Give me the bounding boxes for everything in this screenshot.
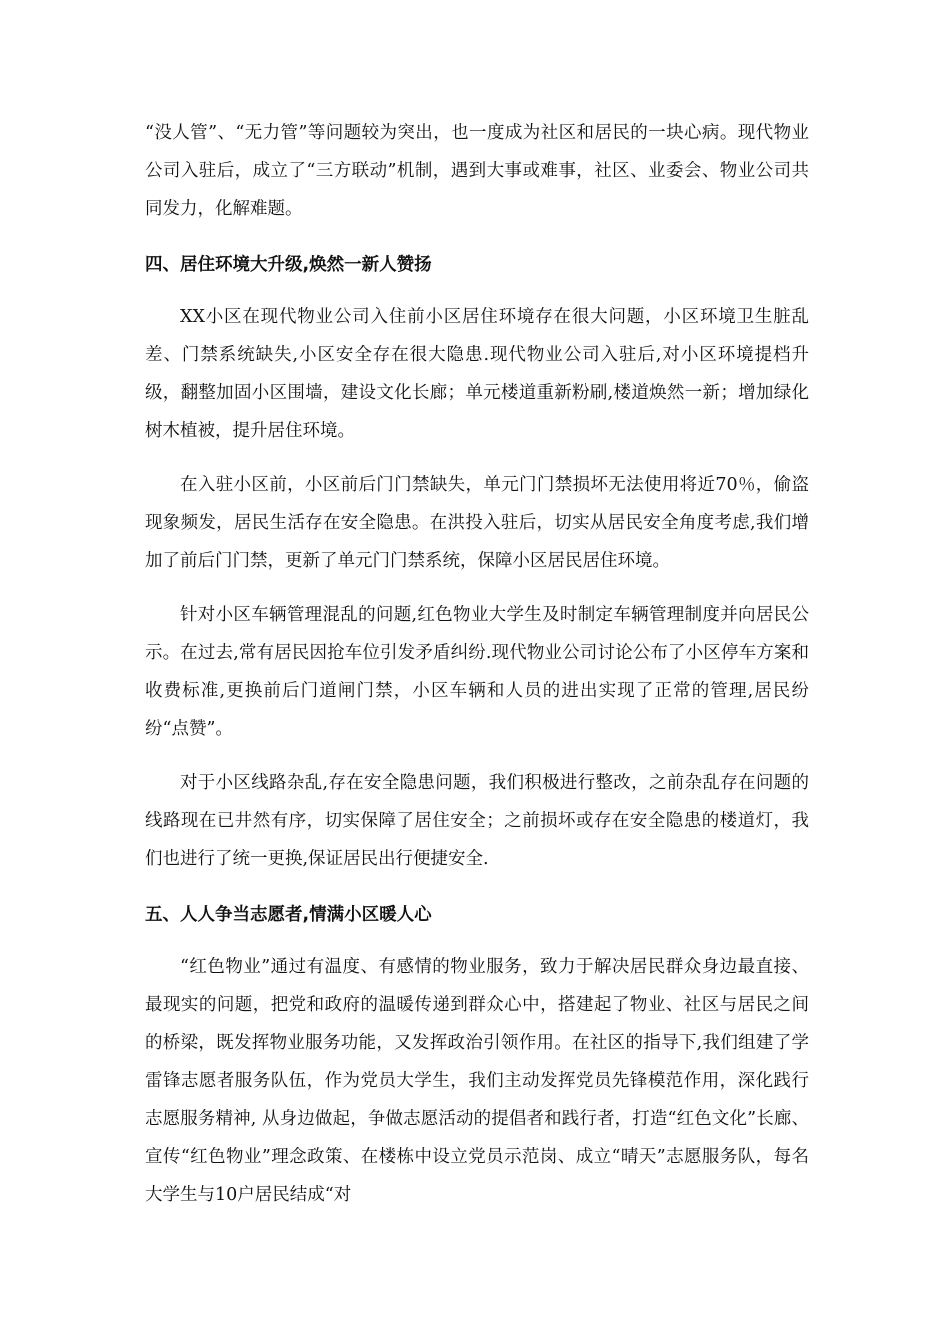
paragraph-volunteer: “红色物业”通过有温度、有感情的物业服务，致力于解决居民群众身边最直接、最现实的问题，把党和政府的温暖传递到群众心中，搭建起了物业、社区与居民之间的桥梁，既发挥物业服务功能，又发挥政治引领作用。在社区的指导下,我们组建了学雷锋志愿者服务队伍，作为党员大学生，我们主动发挥党员先锋模范作用，深化践行志愿服务精神, 从身边做起，争做志愿活动的提倡者和践行者，打造“红色文化”长廊、宣传“红色物业”理念政策、在楼栋中设立党员示范岗、成立“晴天”志愿服务队，每名大学生与10户居民结成“对 <box>145 957 809 1205</box>
paragraph-continuation: “没人管”、“无力管”等问题较为突出，也一度成为社区和居民的一块心病。现代物业公司入驻后，成立了“三方联动”机制，遇到大事或难事，社区、业委会、物业公司共同发力，化解难题。 <box>145 123 809 219</box>
document-page <box>145 114 809 1214</box>
paragraph-access-control: 在入驻小区前，小区前后门门禁缺失，单元门门禁损坏无法使用将近70％，偷盗现象频发，居民生活存在安全隐患。在洪投入驻后，切实从居民安全角度考虑,我们增加了前后门门禁，更新了单元门门禁系统，保障小区居民居住环境。 <box>145 475 809 571</box>
section-heading-4: 四、居住环境大升级,焕然一新人赞扬 <box>145 255 432 275</box>
paragraph-parking: 针对小区车辆管理混乱的问题,红色物业大学生及时制定车辆管理制度并向居民公示。在过去,常有居民因抢车位引发矛盾纠纷.现代物业公司讨论公布了小区停车方案和收费标准,更换前后门道闸门禁，小区车辆和人员的进出实现了正常的管理,居民纷纷“点赞”。 <box>145 605 809 739</box>
paragraph-wiring: 对于小区线路杂乱,存在安全隐患问题，我们积极进行整改，之前杂乱存在问题的线路现在已井然有序，切实保障了居住安全；之前损坏或存在安全隐患的楼道灯，我们也进行了统一更换,保证居民出行便捷安全. <box>145 773 809 869</box>
paragraph-environment: XX小区在现代物业公司入住前小区居住环境存在很大问题，小区环境卫生脏乱差、门禁系统缺失,小区安全存在很大隐患.现代物业公司入驻后,对小区环境提档升级，翻整加固小区围墙，建设文化长廊；单元楼道重新粉刷,楼道焕然一新；增加绿化树木植被，提升居住环境。 <box>145 307 809 441</box>
section-heading-5: 五、人人争当志愿者,情满小区暖人心 <box>145 905 432 925</box>
